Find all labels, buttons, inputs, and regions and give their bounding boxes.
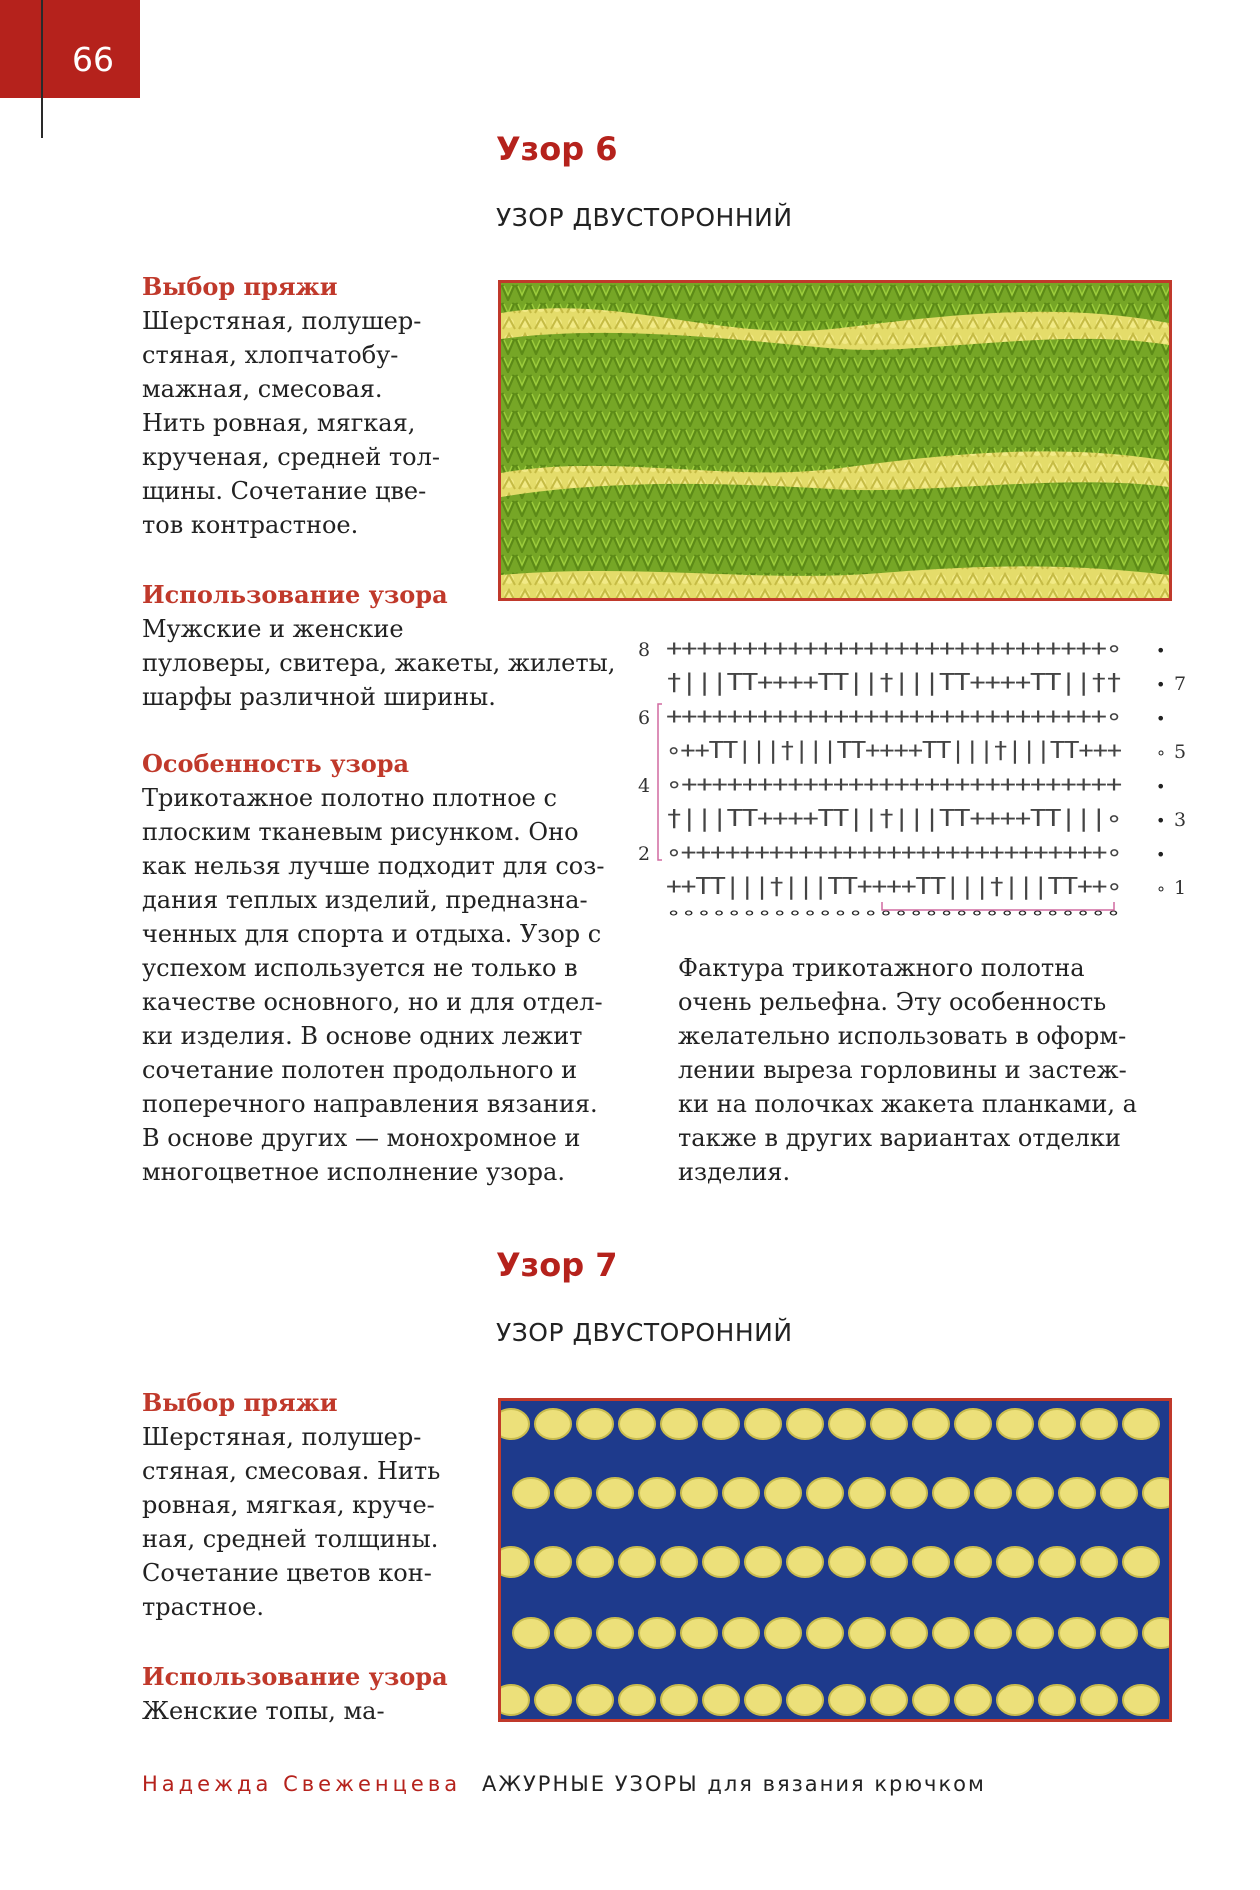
pattern6-feature-heading: Особенность узора — [142, 749, 410, 778]
diagram-stitch-row: ∘++TT|||†|||TT++++TT|||†|||TT+++ — [666, 738, 1122, 764]
pattern6-yarn-heading: Выбор пряжи — [142, 272, 338, 301]
pattern6-subtitle: УЗОР ДВУСТОРОННИЙ — [496, 203, 793, 232]
diagram-row-number: 5 — [1174, 741, 1187, 763]
pattern6-usage-text: Мужские и женские пуловеры, свитера, жакеты, жилеты, шарфы различной ширины. — [142, 615, 616, 711]
pattern6-yarn-text: Шерстяная, полушер- стяная, хлопчатобу- мажная, смесовая. Нить ровная, мягкая, крученая, средней тол- щины. Сочетание цве- тов контрастное. — [142, 307, 440, 539]
footer-author: Надежда Свеженцева — [142, 1772, 462, 1796]
diagram-repeat-bracket — [658, 704, 662, 860]
diagram-row-number: 7 — [1174, 673, 1187, 695]
diagram-turn-marker: • — [1156, 641, 1166, 660]
diagram-turn-marker: • — [1156, 845, 1166, 864]
diagram-row-number: 4 — [638, 775, 651, 797]
pattern7-yarn-heading: Выбор пряжи — [142, 1388, 338, 1417]
diagram-stitch-row: ∘+++++++++++++++++++++++++++++ — [666, 772, 1122, 798]
pattern7-title: Узор 7 — [496, 1246, 618, 1284]
diagram-turn-marker: • — [1156, 811, 1166, 830]
diagram-row-number: 3 — [1174, 809, 1187, 831]
pattern6-swatch-photo — [498, 280, 1172, 601]
diagram-turn-marker: ∘ — [1156, 743, 1167, 762]
crochet-diagram — [636, 628, 1196, 918]
pattern7-subtitle: УЗОР ДВУСТОРОННИЙ — [496, 1318, 793, 1347]
pattern6-title: Узор 6 — [496, 130, 618, 168]
page-number: 66 — [72, 40, 114, 79]
diagram-stitch-row: +++++++++++++++++++++++++++++∘ — [666, 704, 1121, 730]
diagram-stitch-row: †|||TT++++TT||†|||TT++++TT|||∘ — [666, 806, 1121, 832]
diagram-row-number: 1 — [1174, 877, 1187, 899]
footer — [142, 1772, 986, 1796]
pattern6-feature-text: Трикотажное полотно плотное с плоским тканевым рисунком. Оно как нельзя лучше подходит для соз- дания теплых изделий, предназна- ченных для спорта и отдыха. Узор с успехом используется не только в качестве основного, но и для отдел- ки изделия. В основе одних лежит сочетание полотен продольного и поперечного направления вязания. В основе других — монохромное и многоцветное исполнение узора. — [142, 784, 605, 1186]
diagram-stitch-row: †|||TT++++TT||†|||TT++++TT||†† — [666, 670, 1122, 696]
diagram-row-number: 2 — [638, 843, 651, 865]
pattern6-texture-text: Фактура трикотажного полотна очень рельефна. Эту особенность желательно использовать в оформ- лении выреза горловины и застеж- ки на полочках жакета планками, а также в других вариантах отделки изделия. — [678, 954, 1137, 1186]
tab-rule — [41, 0, 43, 138]
diagram-turn-marker: • — [1156, 777, 1166, 796]
diagram-turn-marker: • — [1156, 675, 1166, 694]
diagram-chain-row: ∘∘∘∘∘∘∘∘∘∘∘∘∘∘∘∘∘∘∘∘∘∘∘∘∘∘∘∘∘∘ — [666, 903, 1121, 918]
footer-book-title: АЖУРНЫЕ УЗОРЫ для вязания крючком — [482, 1772, 986, 1796]
pattern7-usage-text: Женские топы, ма- — [142, 1697, 385, 1725]
page-number-tab — [0, 0, 140, 98]
diagram-stitch-row: ∘+++++++++++++++++++++++++++++∘ — [666, 840, 1121, 866]
diagram-stitch-row: +++++++++++++++++++++++++++++∘ — [666, 636, 1121, 662]
diagram-row-number: 8 — [638, 639, 651, 661]
diagram-row-number: 6 — [638, 707, 651, 729]
pattern7-usage-heading: Использование узора — [142, 1662, 448, 1691]
diagram-turn-marker: • — [1156, 709, 1166, 728]
diagram-stitch-row: ++TT|||†|||TT++++TT|||†|||TT++∘ — [666, 874, 1121, 900]
diagram-turn-marker: ∘ — [1156, 879, 1167, 898]
pattern7-yarn-text: Шерстяная, полушер- стяная, смесовая. Нить ровная, мягкая, круче- ная, средней толщины. Сочетание цветов кон- трастное. — [142, 1423, 441, 1621]
pattern6-usage-heading: Использование узора — [142, 580, 448, 609]
pattern7-swatch-photo — [498, 1398, 1172, 1722]
